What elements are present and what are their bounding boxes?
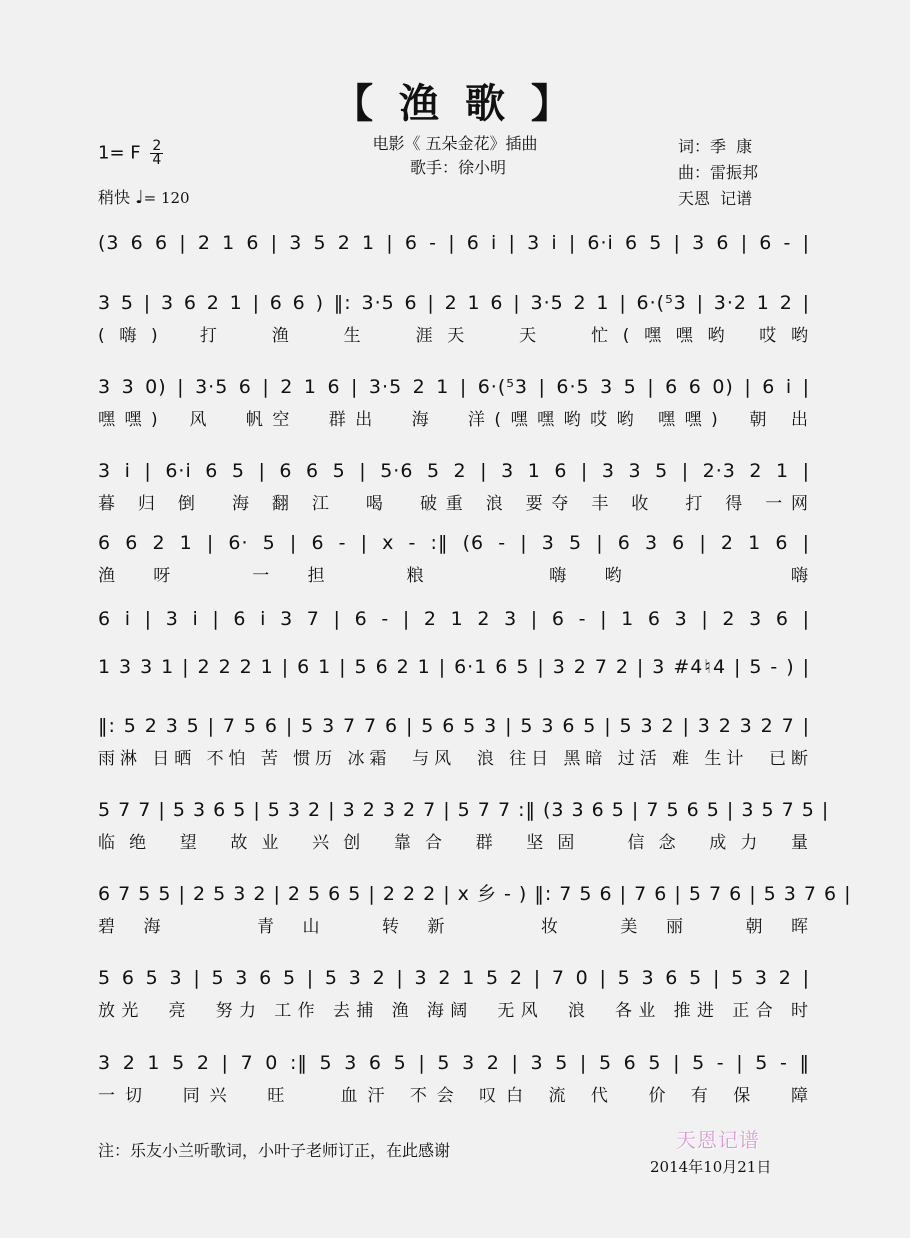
subtitle: 电影《 五朵金花》插曲 [372,134,538,153]
notation-line: ‖: 5 2 3 5 | 7 5 6 | 5 3 7 7 6 | 5 6 5 3 | 5 3 6 5 | 5 3 2 | 3 2 3 2 7 | [98,715,810,737]
song-title: 【 渔 歌 】 [333,81,577,127]
lyric-line: 嘿嘿) 风 帆空 群出 海 洋(嘿嘿哟哎哟 嘿嘿) 朝 出 [98,410,810,430]
time-signature-top: 2 [152,138,162,154]
quarter-note-icon: ♩ [135,187,144,208]
lyric-line: 暮 归 倒 海 翻 江 喝 破重 浪 要夺 丰 收 打 得 一网 [98,494,810,514]
notation-line: 5 6 5 3 | 5 3 6 5 | 5 3 2 | 3 2 1 5 2 | 7 0 | 5 3 6 5 | 5 3 2 | [98,967,810,989]
notation-line: 6 i | 3 i | 6 i 3 7 | 6 - | 2 1 2 3 | 6 - | 1 6 3 | 2 3 6 | [98,608,810,630]
lyric-line: 渔呀 一担 粮 嗨哟 嗨 [98,566,810,586]
singer: 歌手：徐小明 [409,158,506,177]
lyric-line: 雨淋 日晒 不怕 苦 惯历 冰霜 与风 浪 往日 黑暗 过活 难 生计 已断 [98,749,810,769]
footnote: 注：乐友小兰听歌词，小叶子老师订正，在此感谢 [98,1141,451,1160]
transcriber: 天恩 记谱 [678,189,753,208]
notation-line: 6 6 2 1 | 6· 5 | 6 - | x - :‖ (6 - | 3 5 | 6 3 6 | 2 1 6 | [98,532,810,554]
notation-line: 6 7 5 5 | 2 5 3 2 | 2 5 6 5 | 2 2 2 | x 乡 - ) ‖: 7 5 6 | 7 6 | 5 7 6 | 5 3 7 6 | [98,883,852,905]
lyric-line: 一切 同兴 旺 血汗 不会 叹白 流 代 价 有 保 障 [98,1086,810,1106]
notation-line: 5 7 7 | 5 3 6 5 | 5 3 2 | 3 2 3 2 7 | 5 7 7 :‖ (3 3 6 5 | 7 5 6 5 | 3 5 7 5 | [98,799,830,821]
lyric-line: 放光 亮 努力 工作 去捕 渔 海阔 无风 浪 各业 推进 正合 时 [98,1001,810,1021]
notation-line: 3 i | 6·i 6 5 | 6 6 5 | 5·6 5 2 | 3 1 6 | 3 3 5 | 2·3 2 1 | [98,460,810,482]
tempo-value: = 120 [143,189,190,207]
lyric-line: 碧海 青山 转新 妆 美丽 朝晖 [98,917,810,937]
lyric-line: (嗨) 打 渔 生 涯天 天 忙(嘿嘿哟 哎哟 [98,326,810,346]
tempo-label: 稍快 [98,188,131,207]
notation-line: (3 6 6 | 2 1 6 | 3 5 2 1 | 6 - | 6 i | 3 i | 6·i 6 5 | 3 6 | 6 - | [98,232,810,254]
credits [678,134,758,212]
composer: 曲：雷振邦 [678,163,759,182]
time-signature-bottom: 4 [152,152,162,168]
notation-line: 3 5 | 3 6 2 1 | 6 6 ) ‖: 3·5 6 | 2 1 6 | 3·5 2 1 | 6·(⁵3 | 3·2 1 2 | [98,292,810,314]
date: 2014年10月21日 [650,1158,772,1176]
lyric-line: 临绝 望 故业 兴创 靠合 群 坚固 信念 成力 量 [98,833,810,853]
key-label: 1= F [98,142,141,164]
notation-line: 3 3 0) | 3·5 6 | 2 1 6 | 3·5 2 1 | 6·(⁵3 | 6·5 3 5 | 6 6 0) | 6 i | [98,376,810,398]
notation-line: 1 3 3 1 | 2 2 2 1 | 6 1 | 5 6 2 1 | 6·1 6 5 | 3 2 7 2 | 3 #4♮4 | 5 - ) | [98,656,810,678]
tempo-marking [98,186,190,210]
notation-line: 3 2 1 5 2 | 7 0 :‖ 5 3 6 5 | 5 3 2 | 3 5 | 5 6 5 | 5 - | 5 - ‖ [98,1052,810,1074]
lyricist: 词：季 康 [678,137,753,156]
transcriber-stamp: 天恩记谱 [676,1128,760,1152]
